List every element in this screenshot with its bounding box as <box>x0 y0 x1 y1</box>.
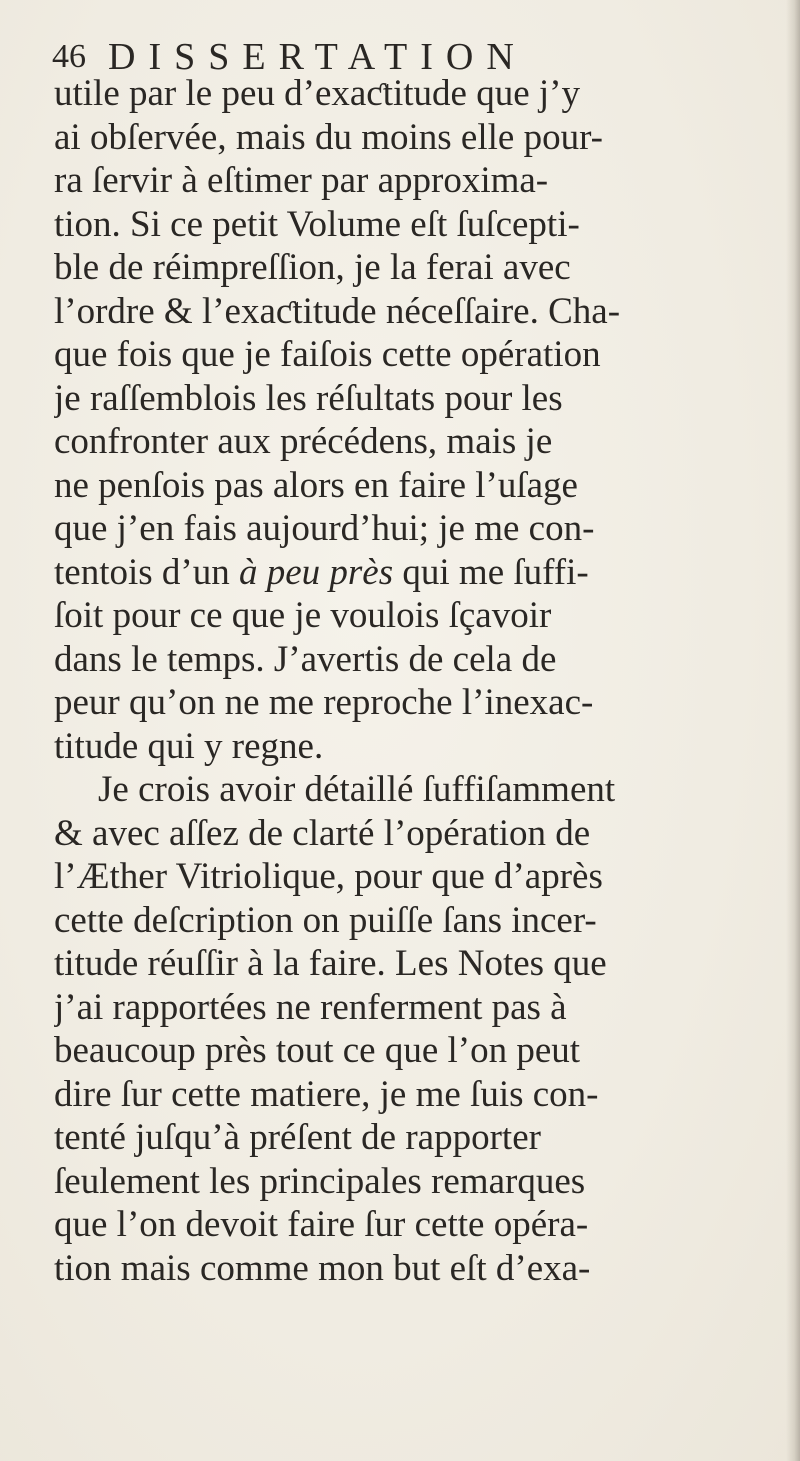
text-line <box>54 725 774 769</box>
line-text: cette deſcription on puiſſe ſans incer- <box>54 899 597 941</box>
line-text: dire ſur cette matiere, je me ſuis con- <box>54 1073 599 1115</box>
line-text: ra ſervir à eſtimer par approxima- <box>54 160 549 201</box>
text-line <box>54 638 774 682</box>
line-text: beaucoup près tout ce que l’on peut <box>54 1030 581 1071</box>
line-text: utile par le peu d’exaƈtitude que j’y <box>54 73 581 114</box>
text-line <box>54 681 774 725</box>
page-number: 46 <box>52 38 86 75</box>
line-text: je raſſemblois les réſultats pour les <box>54 377 563 419</box>
line-text: que fois que je faiſois cette opération <box>54 334 601 375</box>
line-text: l’ordre & l’exaƈtitude néceſſaire. Cha- <box>54 290 621 332</box>
text-line <box>54 246 774 290</box>
line-text: Je crois avoir détaillé ſuffiſamment <box>98 769 616 810</box>
body-text <box>54 72 774 1290</box>
text-line <box>54 464 774 508</box>
line-text: qui me ſuffi- <box>393 551 589 593</box>
text-line <box>54 986 774 1030</box>
line-text: titude réuſſir à la faire. Les Notes que <box>54 943 607 984</box>
text-line <box>54 551 774 595</box>
line-text: dans le temps. J’avertis de cela de <box>54 638 557 680</box>
line-text: tion mais comme mon but eſt d’exa- <box>54 1247 591 1289</box>
text-line <box>54 1029 774 1073</box>
line-text: ſeulement les principales remarques <box>54 1160 586 1202</box>
line-text: que j’en fais aujourd’hui; je me con- <box>54 508 595 549</box>
line-text: confronter aux précédens, mais je <box>54 421 553 462</box>
text-line <box>54 1073 774 1117</box>
text-line <box>54 1116 774 1160</box>
text-line <box>54 377 774 421</box>
line-text: ne penſois pas alors en faire l’uſage <box>54 464 578 506</box>
text-line <box>54 420 774 464</box>
text-line <box>54 812 774 856</box>
text-line <box>54 507 774 551</box>
line-text: ble de réimpreſſion, je la ferai avec <box>54 247 571 288</box>
text-line <box>54 594 774 638</box>
line-text: ſoit pour ce que je voulois ſçavoir <box>54 595 552 636</box>
text-line <box>54 72 774 116</box>
line-text: ai obſervée, mais du moins elle pour- <box>54 116 603 158</box>
italic-phrase: à peu près <box>238 551 394 593</box>
line-text: peur qu’on ne me reproche l’inexac- <box>54 682 594 723</box>
text-line <box>54 290 774 334</box>
text-line <box>54 899 774 943</box>
text-line <box>54 1160 774 1204</box>
text-line <box>54 116 774 160</box>
text-line <box>54 159 774 203</box>
line-text: tentois d’un <box>54 551 239 593</box>
line-text: titude qui y regne. <box>54 725 324 767</box>
line-text: l’Æther Vitriolique, pour que d’après <box>54 856 603 897</box>
paragraph-start-line <box>54 768 774 812</box>
line-text: tion. Si ce petit Volume eſt ſuſcepti- <box>54 203 580 245</box>
line-text: tenté juſqu’à préſent de rapporter <box>54 1117 541 1158</box>
text-line <box>54 942 774 986</box>
text-line <box>54 1247 774 1291</box>
line-text: & avec aſſez de clarté l’opération de <box>54 812 591 854</box>
running-head: DISSERTATION <box>108 36 527 78</box>
text-line <box>54 203 774 247</box>
text-line <box>54 1203 774 1247</box>
text-line <box>54 855 774 899</box>
text-line <box>54 333 774 377</box>
page-edge-shadow <box>786 0 800 1461</box>
line-text: j’ai rapportées ne renferment pas à <box>54 986 567 1028</box>
line-text: que l’on devoit faire ſur cette opéra- <box>54 1204 589 1245</box>
